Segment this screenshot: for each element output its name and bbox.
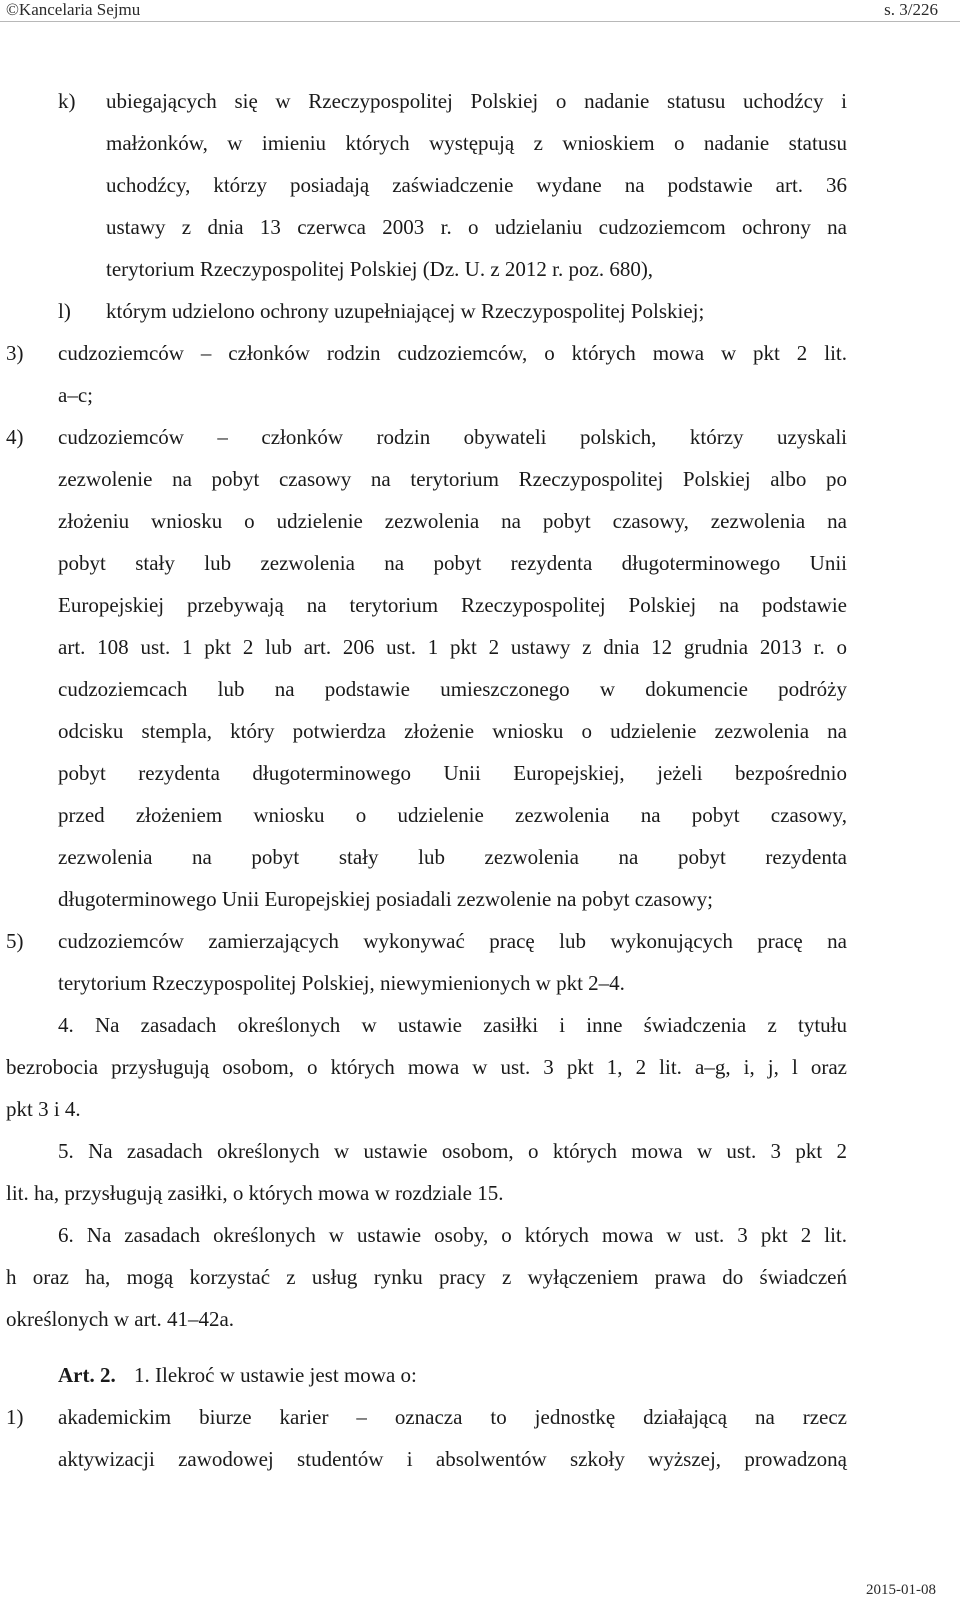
text-line: art. 108 ust. 1 pkt 2 lub art. 206 ust. 1 pkt 2 ustawy z dnia 12 grudnia 2013 r. o [58, 635, 847, 659]
text-line: lit. ha, przysługują zasiłki, o których mowa w rozdziale 15. [6, 1181, 504, 1205]
list-marker: 5) [6, 929, 24, 953]
text-line: zezwolenie na pobyt czasowy na terytorium Rzeczypospolitej Polskiej albo po [58, 467, 847, 491]
text-line: a–c; [58, 383, 93, 407]
article-heading: Art. 2. [58, 1363, 116, 1387]
text-line: cudzoziemców zamierzających wykonywać pracę lub wykonujących pracę na [58, 929, 847, 953]
text-line: 1. Ilekroć w ustawie jest mowa o: [134, 1363, 417, 1387]
list-marker: 3) [6, 341, 24, 365]
text-line: uchodźcy, którzy posiadają zaświadczenie wydane na podstawie art. 36 [106, 173, 847, 197]
text-line: pobyt stały lub zezwolenia na pobyt rezydenta długoterminowego Unii [58, 551, 847, 575]
page-header [0, 0, 960, 22]
list-marker: 1) [6, 1405, 24, 1429]
text-line: 4. Na zasadach określonych w ustawie zasiłki i inne świadczenia z tytułu [58, 1013, 847, 1037]
text-line: przed złożeniem wniosku o udzielenie zezwolenia na pobyt czasowy, [58, 803, 847, 827]
copyright-text: ©Kancelaria Sejmu [6, 0, 141, 19]
text-line: pkt 3 i 4. [6, 1097, 81, 1121]
text-line: 6. Na zasadach określonych w ustawie osoby, o których mowa w ust. 3 pkt 2 lit. [58, 1223, 847, 1247]
text-line: określonych w art. 41–42a. [6, 1307, 235, 1331]
text-line: aktywizacji zawodowej studentów i absolwentów szkoły wyższej, prowadzoną [58, 1447, 847, 1471]
list-marker: l) [58, 299, 71, 323]
text-line: bezrobocia przysługują osobom, o których mowa w ust. 3 pkt 1, 2 lit. a–g, i, j, l oraz [6, 1055, 847, 1079]
text-line: odcisku stempla, który potwierdza złożenie wniosku o udzielenie zezwolenia na [58, 719, 847, 743]
header-divider [0, 21, 960, 22]
text-line: zezwolenia na pobyt stały lub zezwolenia na pobyt rezydenta [58, 845, 847, 869]
text-line: 5. Na zasadach określonych w ustawie osobom, o których mowa w ust. 3 pkt 2 [58, 1139, 847, 1163]
text-line: małżonków, w imieniu których występują z wnioskiem o nadanie statusu [106, 131, 847, 155]
text-line: cudzoziemców – członków rodzin cudzoziemców, o których mowa w pkt 2 lit. [58, 341, 847, 365]
list-marker: k) [58, 89, 76, 113]
text-line: h oraz ha, mogą korzystać z usług rynku pracy z wyłączeniem prawa do świadczeń [6, 1265, 847, 1289]
text-line: akademickim biurze karier – oznacza to jednostkę działającą na rzecz [58, 1405, 847, 1429]
page-number: s. 3/226 [884, 0, 938, 19]
text-line: ubiegających się w Rzeczypospolitej Polskiej o nadanie statusu uchodźcy i [106, 89, 847, 113]
text-line: ustawy z dnia 13 czerwca 2003 r. o udzielaniu cudzoziemcom ochrony na [106, 215, 847, 239]
text-line: którym udzielono ochrony uzupełniającej w Rzeczypospolitej Polskiej; [106, 299, 705, 323]
text-line: cudzoziemców – członków rodzin obywateli polskich, którzy uzyskali [58, 425, 847, 449]
text-line: złożeniu wniosku o udzielenie zezwolenia na pobyt czasowy, zezwolenia na [58, 509, 847, 533]
text-line: terytorium Rzeczypospolitej Polskiej (Dz. U. z 2012 r. poz. 680), [106, 257, 654, 281]
document-date: 2015-01-08 [866, 1582, 936, 1598]
text-line: cudzoziemcach lub na podstawie umieszczonego w dokumencie podróży [58, 677, 847, 701]
text-line: długoterminowego Unii Europejskiej posiadali zezwolenie na pobyt czasowy; [58, 887, 713, 911]
text-line: pobyt rezydenta długoterminowego Unii Europejskiej, jeżeli bezpośrednio [58, 761, 847, 785]
text-line: terytorium Rzeczypospolitej Polskiej, niewymienionych w pkt 2–4. [58, 971, 625, 995]
list-marker: 4) [6, 425, 24, 449]
text-line: Europejskiej przebywają na terytorium Rzeczypospolitej Polskiej na podstawie [58, 593, 847, 617]
